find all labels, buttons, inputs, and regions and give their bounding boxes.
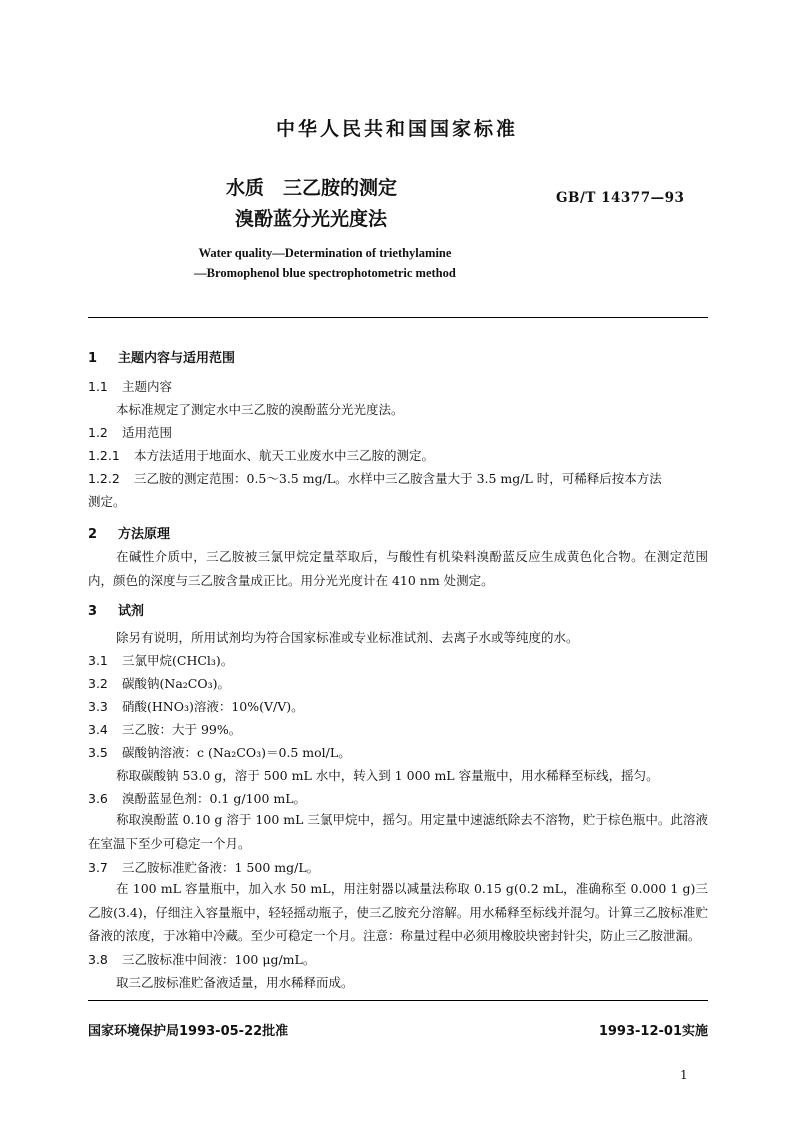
clause-3-2	[88, 674, 230, 692]
clause-3-5	[88, 743, 351, 761]
clause-text: 三氯甲烷(CHCl₃)。	[122, 653, 234, 668]
clause-number: 3.5	[88, 745, 108, 760]
clause-title: 三乙胺标准贮备液：1 500 mg/L。	[122, 860, 320, 875]
clause-3-5-text: 称取碳酸钠 53.0 g，溶于 500 mL 水中，转入到 1 000 mL 容量瓶中，用水稀释至标线，摇匀。	[116, 768, 659, 783]
clause-title: 三乙胺标准中间液：100 μg/mL。	[122, 952, 316, 967]
clause-text: 三乙胺：大于 99%。	[122, 722, 242, 737]
standard-number: GB/T 14377—93	[556, 190, 685, 206]
clause-number: 1.2	[88, 425, 108, 440]
clause-number: 3.8	[88, 952, 108, 967]
clause-1-2-1	[88, 446, 434, 464]
clause-3-6-paragraph: 称取溴酚蓝 0.10 g 溶于 100 mL 三氯甲烷中，摇匀。用定量中速滤纸除去不溶物，贮于棕色瓶中。此溶液在室温下至少可稳定一个月。	[88, 812, 708, 851]
clause-number: 1.2.2	[88, 471, 120, 486]
section-number: 2	[88, 527, 98, 542]
clause-text: 硝酸(HNO₃)溶液：10%(V/V)。	[122, 699, 304, 714]
clause-title: 适用范围	[122, 425, 173, 440]
national-standard-heading: 中华人民共和国国家标准	[275, 118, 518, 140]
clause-1-2-2-continued: 测定。	[88, 494, 126, 509]
section-3-intro: 除另有说明，所用试剂均为符合国家标准或专业标准试剂、去离子水或等纯度的水。	[116, 630, 579, 645]
document-title-line2: 溴酚蓝分光光度法	[235, 208, 388, 230]
approval-statement: 国家环境保护局1993-05-22批准	[88, 1024, 289, 1039]
clause-title: 主题内容	[122, 379, 173, 394]
section-1-heading	[88, 347, 235, 366]
clause-3-7	[88, 858, 319, 876]
clause-3-6	[88, 789, 306, 807]
header-divider	[88, 317, 708, 318]
clause-number: 3.4	[88, 722, 108, 737]
page-number: 1	[680, 1068, 688, 1082]
section-title: 方法原理	[118, 527, 171, 542]
english-title-line2: —Bromophenol blue spectrophotometric method	[194, 266, 456, 280]
clause-1-2-2	[88, 469, 662, 487]
clause-text: 三乙胺的测定范围：0.5～3.5 mg/L。水样中三乙胺含量大于 3.5 mg/L 时，可稀释后按本方法	[134, 471, 662, 486]
clause-1-1-text: 本标准规定了测定水中三乙胺的溴酚蓝分光光度法。	[116, 402, 404, 417]
clause-1-1	[88, 377, 172, 395]
section-3-heading	[88, 600, 144, 619]
document-title-line1: 水质 三乙胺的测定	[226, 177, 398, 199]
clause-number: 3.1	[88, 653, 108, 668]
clause-text: 本方法适用于地面水、航天工业废水中三乙胺的测定。	[134, 448, 435, 463]
clause-number: 3.6	[88, 791, 108, 806]
section-2-heading	[88, 523, 170, 542]
clause-3-7-paragraph: 在 100 mL 容量瓶中，加入水 50 mL，用注射器以减量法称取 0.15 g(0.2 mL，准确称至 0.000 1 g)三乙胺(3.4)，仔细注入容量瓶中，轻轻摇动瓶子，使三乙胺充分溶解。用水稀释至标线并混匀。计算三乙胺标准贮备液的浓度，于冰箱中冷藏。至少可稳定一个月。注意：称量过程中必须用橡胶块密封针尖，防止三乙胺泄漏。	[88, 881, 708, 943]
clause-text: 碳酸钠(Na₂CO₃)。	[122, 676, 230, 691]
section-2-paragraph: 在碱性介质中，三乙胺被三氯甲烷定量萃取后，与酸性有机染料溴酚蓝反应生成黄色化合物。在测定范围内，颜色的深度与三乙胺含量成正比。用分光光度计在 410 nm 处测定。	[88, 549, 708, 588]
clause-number: 1.1	[88, 379, 108, 394]
section-title: 试剂	[118, 604, 145, 619]
clause-3-3	[88, 697, 304, 715]
clause-number: 1.2.1	[88, 448, 120, 463]
clause-number: 3.3	[88, 699, 108, 714]
footer-divider	[88, 1000, 708, 1001]
clause-3-8-text: 取三乙胺标准贮备液适量，用水稀释而成。	[116, 975, 354, 990]
section-number: 1	[88, 351, 98, 366]
clause-1-2	[88, 423, 172, 441]
clause-text: 碳酸钠溶液：c (Na₂CO₃)＝0.5 mol/L。	[122, 745, 351, 760]
section-number: 3	[88, 604, 98, 619]
implementation-date: 1993-12-01实施	[598, 1024, 708, 1039]
clause-title: 溴酚蓝显色剂：0.1 g/100 mL。	[122, 791, 307, 806]
clause-number: 3.7	[88, 860, 108, 875]
clause-3-4	[88, 720, 241, 738]
clause-number: 3.2	[88, 676, 108, 691]
section-title: 主题内容与适用范围	[118, 351, 236, 366]
clause-3-8	[88, 950, 315, 968]
clause-3-1	[88, 651, 233, 669]
english-title-line1: Water quality—Determination of triethylamine	[198, 246, 452, 260]
